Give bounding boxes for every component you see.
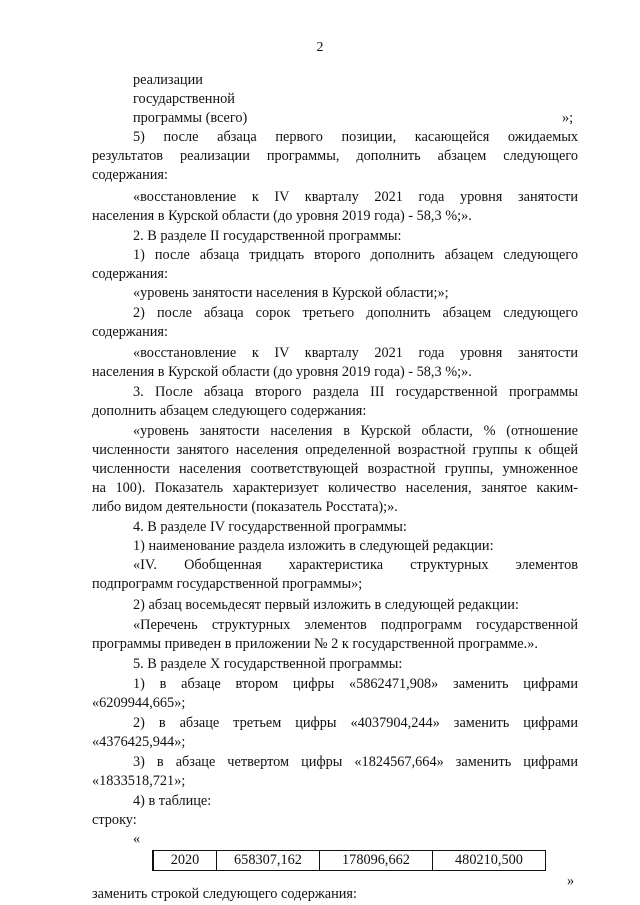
text-line: программы приведен в приложении № 2 к государственной программе.».: [92, 636, 538, 652]
text-line: 1) в абзаце втором цифры «5862471,908» заменить цифрами: [133, 676, 578, 692]
text-line: содержания:: [92, 266, 168, 282]
text-line: «уровень занятости населения в Курской области;»;: [133, 285, 449, 301]
table-cell: 178096,662: [320, 851, 433, 871]
text-line: дополнить абзацем следующего содержания:: [92, 403, 367, 419]
text-line: на 100). Показатель характеризует количество населения, занятое каким-: [92, 480, 578, 496]
opening-quote: «: [133, 831, 141, 847]
text-line: 5) после абзаца первого позиции, касающейся ожидаемых: [133, 129, 578, 145]
closing-quote: »: [567, 873, 575, 889]
text-line: содержания:: [92, 324, 168, 340]
text-line: результатов реализации программы, дополнить абзацем следующего: [92, 148, 578, 164]
closing-quote: »;: [562, 110, 574, 126]
text-line: «уровень занятости населения в Курской области, % (отношение: [133, 423, 578, 439]
text-line: «восстановление к IV кварталу 2021 года уровня занятости: [133, 189, 578, 205]
text-line: 5. В разделе X государственной программы:: [133, 656, 403, 672]
page-number: 2: [316, 40, 324, 55]
text-line: 3) в абзаце четвертом цифры «1824567,664» заменить цифрами: [133, 754, 578, 770]
text-line: 1) после абзаца тридцать второго дополнить абзацем следующего: [133, 247, 578, 263]
text-line: программы (всего): [133, 110, 248, 126]
text-line: заменить строкой следующего содержания:: [92, 886, 357, 902]
text-line: строку:: [92, 812, 137, 828]
data-table: [152, 850, 546, 871]
text-line: «4376425,944»;: [92, 734, 186, 750]
text-line: «6209944,665»;: [92, 695, 186, 711]
text-line: содержания:: [92, 167, 168, 183]
text-line: 2) в абзаце третьем цифры «4037904,244» заменить цифрами: [133, 715, 578, 731]
table-row: [153, 851, 546, 871]
text-line: 2) абзац восемьдесят первый изложить в следующей редакции:: [133, 597, 519, 613]
text-line: 2) после абзаца сорок третьего дополнить абзацем следующего: [133, 305, 578, 321]
text-line: «IV. Обобщенная характеристика структурных элементов: [133, 557, 578, 573]
text-line: государственной: [133, 91, 235, 107]
text-line: «1833518,721»;: [92, 773, 186, 789]
text-line: численности занятого населения определенной возрастной группы к общей: [92, 442, 578, 458]
text-line: 4. В разделе IV государственной программы:: [133, 519, 407, 535]
text-line: либо видом деятельности (показатель Росстата);».: [92, 499, 398, 515]
text-line: «Перечень структурных элементов подпрограмм государственной: [133, 617, 578, 633]
text-line: 2. В разделе II государственной программы:: [133, 228, 402, 244]
text-line: населения в Курской области (до уровня 2019 года) - 58,3 %;».: [92, 208, 472, 224]
text-line: 3. После абзаца второго раздела III государственной программы: [133, 384, 578, 400]
text-line: подпрограмм государственной программы»;: [92, 576, 363, 592]
text-line: 4) в таблице:: [133, 793, 212, 809]
text-line: 1) наименование раздела изложить в следующей редакции:: [133, 538, 494, 554]
table-cell-year: 2020: [153, 851, 217, 871]
table-cell: 480210,500: [433, 851, 546, 871]
text-line: «восстановление к IV кварталу 2021 года уровня занятости: [133, 345, 578, 361]
text-line: населения в Курской области (до уровня 2019 года) - 58,3 %;».: [92, 364, 472, 380]
text-line: реализации: [133, 72, 203, 88]
table-cell: 658307,162: [217, 851, 320, 871]
text-line: численности населения соответствующей возрастной группы, умноженное: [92, 461, 578, 477]
